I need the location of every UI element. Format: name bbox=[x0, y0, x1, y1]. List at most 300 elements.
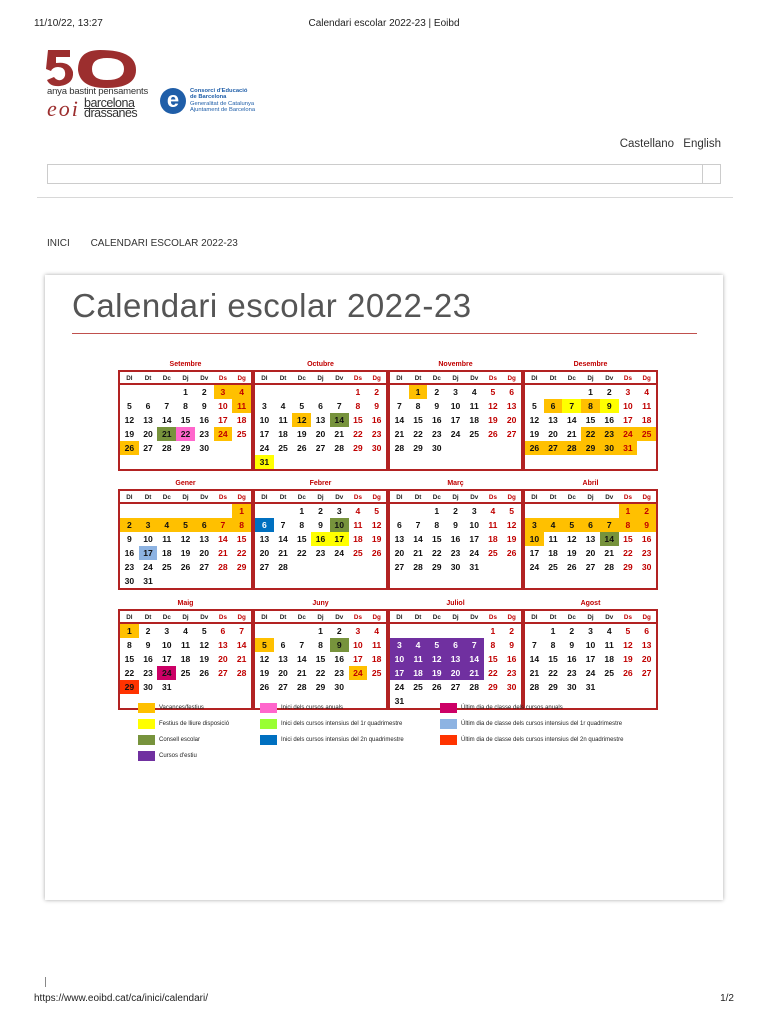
month-name: Març bbox=[447, 480, 464, 487]
day-cell-empty bbox=[446, 455, 465, 469]
weekday-label: Dl bbox=[126, 375, 133, 382]
weekday-header bbox=[525, 491, 656, 504]
print-timestamp: 11/10/22, 13:27 bbox=[34, 18, 103, 29]
day-cell: 26 bbox=[199, 668, 209, 678]
day-cell-empty bbox=[214, 694, 233, 708]
day-cell-empty bbox=[544, 455, 563, 469]
day-cell: 17 bbox=[330, 532, 349, 546]
day-cell: 17 bbox=[162, 654, 172, 664]
day-cell: 29 bbox=[315, 682, 326, 692]
day-cell-empty bbox=[544, 385, 563, 399]
day-cell: 5 bbox=[509, 506, 515, 516]
day-cell: 23 bbox=[315, 548, 326, 558]
day-cell: 21 bbox=[604, 548, 614, 558]
day-cell: 16 bbox=[143, 654, 153, 664]
day-cell: 23 bbox=[371, 429, 382, 439]
day-grid bbox=[255, 624, 386, 708]
day-cell: 19 bbox=[371, 534, 382, 544]
day-cell-empty bbox=[562, 455, 581, 469]
day-cell: 31 bbox=[255, 455, 274, 469]
day-cell: 1 bbox=[490, 626, 496, 636]
legend-swatch bbox=[440, 719, 457, 729]
day-cell: 17 bbox=[585, 654, 596, 664]
day-cell: 3 bbox=[588, 626, 593, 636]
day-cell: 31 bbox=[394, 696, 405, 706]
day-cell-empty bbox=[349, 680, 368, 694]
weekday-label: Ds bbox=[218, 614, 227, 621]
day-cell: 9 bbox=[637, 518, 656, 532]
weekday-label: Dj bbox=[587, 494, 594, 501]
day-cell-empty bbox=[465, 574, 484, 588]
day-cell: 12 bbox=[623, 640, 633, 650]
day-cell: 15 bbox=[236, 534, 247, 544]
day-cell-empty bbox=[367, 680, 386, 694]
day-cell: 3 bbox=[261, 401, 267, 411]
day-cell: 25 bbox=[469, 429, 479, 439]
day-cell-empty bbox=[274, 385, 293, 399]
day-cell-empty bbox=[255, 624, 274, 638]
day-cell: 22 bbox=[548, 668, 558, 678]
day-cell: 15 bbox=[353, 415, 363, 425]
day-cell: 16 bbox=[641, 534, 652, 544]
weekday-label: Dl bbox=[531, 494, 538, 501]
day-cell-empty bbox=[637, 680, 656, 694]
day-cell: 26 bbox=[525, 441, 544, 455]
day-cell: 7 bbox=[214, 518, 233, 532]
day-cell: 21 bbox=[413, 548, 423, 558]
day-cell: 26 bbox=[371, 548, 382, 558]
day-cell: 24 bbox=[529, 562, 540, 572]
day-cell: 20 bbox=[548, 429, 558, 439]
day-cell-empty bbox=[367, 694, 386, 708]
month-grid bbox=[388, 370, 523, 471]
day-cell: 29 bbox=[236, 562, 247, 572]
logo-city-top: barcelona bbox=[84, 96, 135, 110]
day-cell: 24 bbox=[469, 548, 479, 558]
day-grid bbox=[255, 385, 386, 469]
breadcrumb-home[interactable]: INICI bbox=[47, 238, 70, 249]
day-cell-empty bbox=[390, 574, 409, 588]
day-cell: 30 bbox=[199, 443, 209, 453]
logo-eoi: eoi bbox=[47, 96, 80, 121]
day-cell-empty bbox=[544, 574, 563, 588]
day-cell: 8 bbox=[434, 520, 440, 530]
weekday-header bbox=[525, 611, 656, 624]
day-cell-empty bbox=[311, 560, 330, 574]
day-cell-empty bbox=[157, 455, 176, 469]
month-name: Gener bbox=[175, 480, 196, 487]
day-cell: 25 bbox=[353, 548, 363, 558]
day-cell: 5 bbox=[201, 626, 207, 636]
day-cell: 29 bbox=[120, 680, 139, 694]
day-cell: 20 bbox=[394, 548, 405, 558]
day-cell: 8 bbox=[126, 640, 132, 650]
day-cell: 17 bbox=[218, 415, 228, 425]
day-cell: 23 bbox=[199, 429, 209, 439]
day-cell: 25 bbox=[637, 427, 656, 441]
day-cell: 25 bbox=[371, 668, 382, 678]
search-input[interactable] bbox=[47, 164, 721, 184]
day-cell: 15 bbox=[623, 534, 633, 544]
weekday-label: Dc bbox=[432, 494, 441, 501]
day-cell: 10 bbox=[450, 401, 461, 411]
day-cell-empty bbox=[562, 574, 581, 588]
day-cell: 28 bbox=[236, 668, 247, 678]
day-cell: 22 bbox=[297, 548, 307, 558]
day-cell: 3 bbox=[139, 518, 158, 532]
day-cell: 28 bbox=[469, 682, 479, 692]
day-cell-empty bbox=[292, 385, 311, 399]
weekday-label: Dl bbox=[531, 375, 538, 382]
weekday-label: Dc bbox=[297, 375, 306, 382]
day-cell: 11 bbox=[469, 401, 479, 411]
day-cell: 10 bbox=[390, 652, 409, 666]
day-cell-empty bbox=[390, 504, 409, 518]
header-divider bbox=[37, 197, 733, 198]
day-cell: 26 bbox=[488, 429, 498, 439]
footer-url[interactable]: https://www.eoibd.cat/ca/inici/calendari/ bbox=[34, 993, 208, 1004]
weekday-label: Dt bbox=[144, 494, 152, 501]
day-cell-empty bbox=[600, 694, 619, 708]
day-cell: 8 bbox=[183, 401, 188, 411]
weekday-label: Dj bbox=[452, 494, 459, 501]
day-cell-empty bbox=[195, 504, 214, 518]
day-cell: 3 bbox=[164, 626, 170, 636]
weekday-label: Dj bbox=[587, 614, 594, 621]
day-cell: 17 bbox=[353, 654, 363, 664]
day-cell: 17 bbox=[529, 548, 540, 558]
month-name: Juny bbox=[312, 600, 329, 607]
day-grid bbox=[525, 504, 656, 588]
day-cell: 23 bbox=[600, 427, 619, 441]
day-cell-empty bbox=[330, 385, 349, 399]
day-cell: 2 bbox=[201, 387, 207, 397]
day-cell: 9 bbox=[569, 640, 575, 650]
day-cell: 27 bbox=[199, 562, 209, 572]
day-cell-empty bbox=[465, 624, 484, 638]
day-cell: 30 bbox=[371, 443, 382, 453]
day-cell: 12 bbox=[371, 520, 382, 530]
day-cell-empty bbox=[525, 574, 544, 588]
day-cell-empty bbox=[195, 574, 214, 588]
weekday-label: Dg bbox=[237, 375, 246, 382]
day-cell: 6 bbox=[581, 518, 600, 532]
day-cell: 15 bbox=[413, 415, 423, 425]
day-cell: 20 bbox=[199, 548, 209, 558]
legend-item-ultim_1q bbox=[440, 719, 622, 729]
day-cell-empty bbox=[484, 560, 503, 574]
day-cell: 21 bbox=[567, 429, 577, 439]
day-cell: 19 bbox=[488, 415, 498, 425]
day-cell-empty bbox=[176, 504, 195, 518]
weekday-label: Dt bbox=[279, 375, 287, 382]
day-cell-empty bbox=[619, 694, 638, 708]
weekday-header bbox=[525, 372, 656, 385]
day-cell-empty bbox=[562, 385, 581, 399]
day-cell: 11 bbox=[548, 534, 558, 544]
day-cell: 12 bbox=[567, 534, 577, 544]
day-cell: 17 bbox=[139, 546, 158, 560]
weekday-label: Dt bbox=[144, 375, 152, 382]
day-cell-empty bbox=[330, 455, 349, 469]
day-cell: 6 bbox=[220, 626, 226, 636]
day-cell: 19 bbox=[297, 429, 307, 439]
day-cell: 10 bbox=[623, 401, 633, 411]
legend-swatch bbox=[138, 719, 155, 729]
day-cell: 17 bbox=[623, 415, 633, 425]
day-cell: 29 bbox=[432, 562, 442, 572]
day-cell: 15 bbox=[488, 654, 498, 664]
day-grid bbox=[525, 624, 656, 708]
day-cell: 5 bbox=[490, 387, 496, 397]
day-cell-empty bbox=[619, 680, 638, 694]
weekday-label: Dv bbox=[200, 614, 209, 621]
weekday-label: Dv bbox=[470, 614, 479, 621]
day-cell: 23 bbox=[641, 548, 652, 558]
weekday-label: Dl bbox=[261, 375, 268, 382]
day-cell-empty bbox=[446, 624, 465, 638]
day-cell: 7 bbox=[239, 626, 245, 636]
day-cell: 14 bbox=[529, 654, 540, 664]
day-cell: 24 bbox=[334, 548, 344, 558]
day-cell: 29 bbox=[581, 441, 600, 455]
day-cell: 15 bbox=[432, 534, 442, 544]
day-cell-empty bbox=[390, 385, 409, 399]
day-cell: 11 bbox=[409, 652, 428, 666]
day-cell-empty bbox=[409, 624, 428, 638]
day-cell: 15 bbox=[124, 654, 135, 664]
search-button[interactable] bbox=[702, 165, 720, 183]
day-cell: 11 bbox=[488, 520, 498, 530]
day-cell: 12 bbox=[529, 415, 540, 425]
day-cell: 28 bbox=[278, 562, 288, 572]
day-cell: 3 bbox=[471, 506, 477, 516]
day-cell: 5 bbox=[531, 401, 537, 411]
day-cell: 28 bbox=[529, 682, 540, 692]
month-name: Setembre bbox=[169, 361, 202, 368]
weekday-header bbox=[255, 372, 386, 385]
weekday-label: Dl bbox=[396, 614, 403, 621]
day-cell: 20 bbox=[278, 668, 288, 678]
day-cell: 6 bbox=[644, 626, 650, 636]
weekday-label: Ds bbox=[353, 614, 362, 621]
day-cell-empty bbox=[232, 455, 251, 469]
day-cell: 17 bbox=[259, 429, 270, 439]
day-cell: 7 bbox=[164, 401, 170, 411]
day-cell: 27 bbox=[394, 562, 405, 572]
day-cell: 24 bbox=[619, 427, 638, 441]
print-header bbox=[0, 18, 768, 32]
day-cell-empty bbox=[274, 455, 293, 469]
day-cell-empty bbox=[157, 574, 176, 588]
day-cell: 27 bbox=[544, 441, 563, 455]
day-cell: 18 bbox=[236, 415, 247, 425]
day-cell-empty bbox=[139, 455, 158, 469]
day-cell: 25 bbox=[180, 668, 191, 678]
day-cell: 14 bbox=[567, 415, 577, 425]
weekday-label: Dj bbox=[317, 375, 324, 382]
day-cell-empty bbox=[195, 680, 214, 694]
day-cell-empty bbox=[427, 574, 446, 588]
day-cell: 24 bbox=[349, 666, 368, 680]
day-cell: 1 bbox=[434, 506, 440, 516]
day-cell: 20 bbox=[585, 548, 596, 558]
legend-label: Inici dels cursos intensius del 1r quadrimestre bbox=[281, 721, 403, 727]
day-cell-empty bbox=[232, 694, 251, 708]
day-cell: 5 bbox=[176, 518, 195, 532]
day-cell: 1 bbox=[355, 387, 361, 397]
day-cell: 28 bbox=[604, 562, 614, 572]
legend-swatch bbox=[138, 703, 155, 713]
day-grid bbox=[390, 385, 521, 469]
day-cell-empty bbox=[544, 504, 563, 518]
weekday-label: Dc bbox=[297, 494, 306, 501]
day-cell: 28 bbox=[413, 562, 423, 572]
day-cell-empty bbox=[465, 441, 484, 455]
weekday-label: Ds bbox=[353, 375, 362, 382]
day-cell: 5 bbox=[126, 401, 132, 411]
day-cell: 19 bbox=[529, 429, 540, 439]
day-cell: 9 bbox=[145, 640, 151, 650]
day-cell: 23 bbox=[124, 562, 135, 572]
legend-item-inici_anuals bbox=[260, 703, 343, 713]
day-cell: 2 bbox=[336, 626, 342, 636]
day-cell: 13 bbox=[143, 415, 153, 425]
weekday-label: Dg bbox=[642, 494, 651, 501]
day-cell: 9 bbox=[201, 401, 207, 411]
day-cell-empty bbox=[274, 504, 293, 518]
day-cell: 10 bbox=[525, 532, 544, 546]
day-cell: 14 bbox=[236, 640, 247, 650]
day-cell: 23 bbox=[143, 668, 153, 678]
day-cell-empty bbox=[600, 680, 619, 694]
weekday-label: Dg bbox=[642, 614, 651, 621]
day-cell: 3 bbox=[336, 506, 342, 516]
day-cell: 27 bbox=[450, 682, 461, 692]
day-cell: 18 bbox=[278, 429, 288, 439]
day-cell-empty bbox=[409, 694, 428, 708]
day-cell: 20 bbox=[143, 429, 153, 439]
day-grid bbox=[390, 504, 521, 588]
weekday-label: Dj bbox=[587, 375, 594, 382]
day-cell: 22 bbox=[623, 548, 633, 558]
legend-item-ultim_2q bbox=[440, 735, 623, 745]
day-cell: 4 bbox=[232, 385, 251, 399]
day-cell: 18 bbox=[162, 548, 172, 558]
day-cell: 21 bbox=[465, 666, 484, 680]
lang-english-link[interactable]: English bbox=[683, 138, 721, 150]
day-cell: 13 bbox=[218, 640, 228, 650]
month-name: Maig bbox=[177, 600, 194, 607]
day-cell: 14 bbox=[297, 654, 307, 664]
day-grid bbox=[390, 624, 521, 708]
weekday-label: Dc bbox=[162, 375, 171, 382]
day-cell-empty bbox=[390, 624, 409, 638]
day-cell: 9 bbox=[318, 520, 323, 530]
day-cell: 8 bbox=[490, 640, 496, 650]
day-cell: 8 bbox=[232, 518, 251, 532]
day-cell: 19 bbox=[427, 666, 446, 680]
day-cell: 12 bbox=[488, 401, 498, 411]
day-cell-empty bbox=[465, 455, 484, 469]
day-cell-empty bbox=[484, 441, 503, 455]
day-cell: 29 bbox=[353, 443, 363, 453]
day-cell: 2 bbox=[145, 626, 151, 636]
day-cell: 22 bbox=[581, 427, 600, 441]
day-cell-empty bbox=[349, 455, 368, 469]
day-cell: 10 bbox=[259, 415, 270, 425]
day-cell-empty bbox=[311, 385, 330, 399]
day-grid bbox=[120, 385, 251, 469]
day-cell-empty bbox=[255, 504, 274, 518]
consorci-e-icon: e bbox=[160, 88, 186, 114]
day-cell: 13 bbox=[394, 534, 405, 544]
day-cell: 2 bbox=[120, 518, 139, 532]
weekday-label: Ds bbox=[488, 494, 497, 501]
day-cell: 25 bbox=[488, 548, 498, 558]
weekday-label: Dc bbox=[297, 614, 306, 621]
weekday-label: Ds bbox=[623, 494, 632, 501]
day-cell: 26 bbox=[180, 562, 191, 572]
day-cell-empty bbox=[139, 385, 158, 399]
day-cell: 10 bbox=[218, 401, 228, 411]
consorci-line4: Ajuntament de Barcelona bbox=[190, 106, 256, 113]
day-cell-empty bbox=[195, 455, 214, 469]
weekday-label: Dl bbox=[126, 494, 133, 501]
day-cell: 2 bbox=[318, 506, 323, 516]
day-cell: 7 bbox=[280, 520, 286, 530]
day-cell: 5 bbox=[299, 401, 305, 411]
day-cell: 4 bbox=[355, 506, 361, 516]
anniversary-50-icon bbox=[46, 48, 136, 90]
day-cell: 21 bbox=[157, 427, 176, 441]
day-cell: 4 bbox=[606, 626, 612, 636]
weekday-label: Ds bbox=[623, 375, 632, 382]
day-cell: 22 bbox=[124, 668, 135, 678]
day-cell-empty bbox=[214, 680, 233, 694]
day-cell: 6 bbox=[280, 640, 286, 650]
day-cell: 29 bbox=[180, 443, 191, 453]
weekday-label: Dv bbox=[605, 614, 614, 621]
day-cell: 26 bbox=[297, 443, 307, 453]
day-cell: 28 bbox=[334, 443, 344, 453]
day-cell: 4 bbox=[183, 626, 188, 636]
day-cell: 20 bbox=[259, 548, 270, 558]
day-cell-empty bbox=[349, 574, 368, 588]
weekday-header bbox=[120, 491, 251, 504]
month-name: Novembre bbox=[438, 361, 473, 368]
month-grid bbox=[253, 489, 388, 590]
day-cell: 26 bbox=[506, 548, 517, 558]
weekday-label: Dg bbox=[507, 494, 516, 501]
day-cell: 20 bbox=[315, 429, 326, 439]
weekday-label: Dc bbox=[432, 375, 441, 382]
day-cell: 9 bbox=[453, 520, 458, 530]
day-cell: 6 bbox=[544, 399, 563, 413]
day-cell: 2 bbox=[637, 504, 656, 518]
day-cell-empty bbox=[176, 680, 195, 694]
day-cell-empty bbox=[120, 694, 139, 708]
day-cell-empty bbox=[367, 455, 386, 469]
day-cell: 30 bbox=[600, 441, 619, 455]
legend-swatch bbox=[440, 703, 457, 713]
day-cell: 4 bbox=[157, 518, 176, 532]
day-cell: 23 bbox=[450, 548, 461, 558]
day-cell: 3 bbox=[453, 387, 458, 397]
day-cell: 12 bbox=[124, 415, 135, 425]
day-cell: 11 bbox=[180, 640, 191, 650]
lang-castellano-link[interactable]: Castellano bbox=[619, 138, 675, 150]
